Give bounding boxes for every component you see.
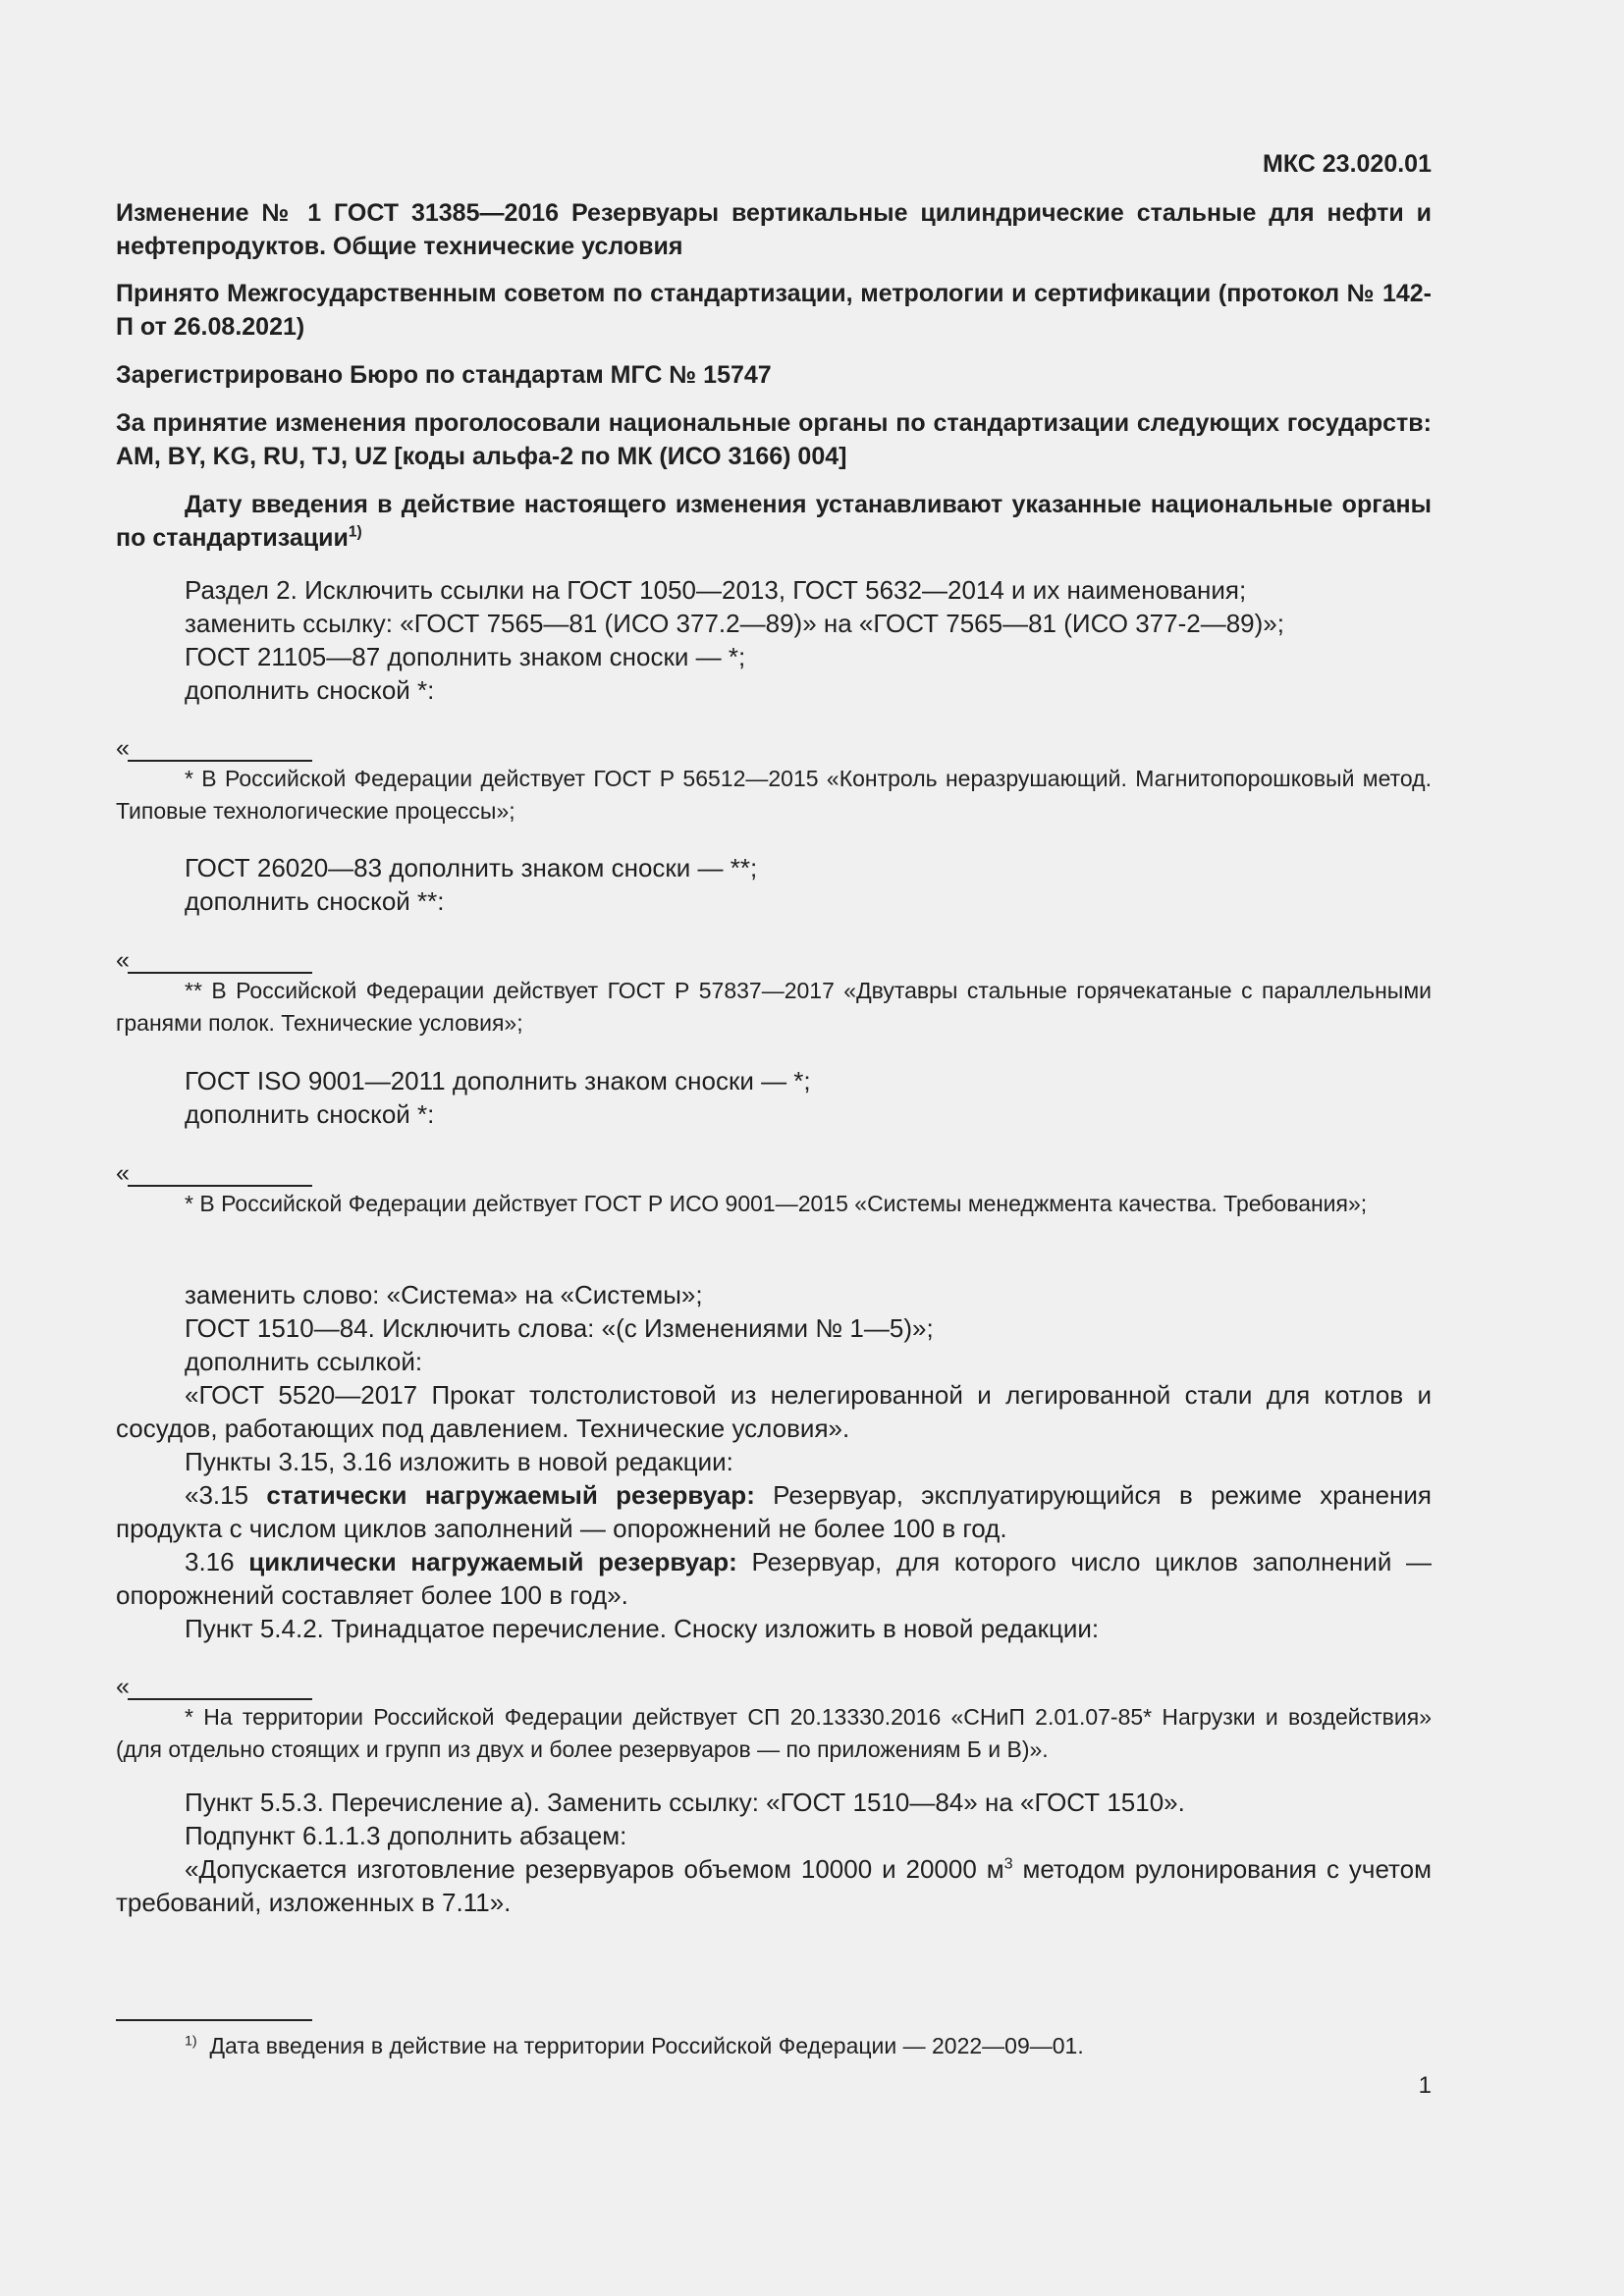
footnote-separator: « bbox=[116, 734, 312, 768]
footnote-rule bbox=[116, 2019, 312, 2021]
effective-footnote-ref: 1) bbox=[348, 523, 362, 541]
page-footnote-text: Дата введения в действие на территории Российской Федерации — 2022—09—01. bbox=[209, 2033, 1084, 2058]
footnote-separator: « bbox=[116, 946, 312, 980]
adopted-statement: Принято Межгосударственным советом по стандартизации, метрологии и сертификации (протокол № 142-П от 26.08.2021) bbox=[116, 280, 1432, 341]
effective-statement bbox=[116, 488, 1432, 555]
footnote-3: * В Российской Федерации действует ГОСТ Р ИСО 9001—2015 «Системы менеджмента качества. Требования»; bbox=[185, 1191, 1368, 1216]
effective-text: Дату введения в действие настоящего изменения устанавливают указанные национальные органы по стандартизации bbox=[116, 491, 1432, 552]
footnote-4: * На территории Российской Федерации действует СП 20.13330.2016 «СНиП 2.01.07-85* Нагрузки и воздействия» (для отдельно стоящих и групп из двух и более резервуаров — по приложениям Б и В)». bbox=[116, 1704, 1432, 1762]
block4-line6: Пункт 5.4.2. Тринадцатое перечисление. Сноску изложить в новой редакции: bbox=[185, 1614, 1100, 1643]
block5-paragraph: «Допускается изготовление резервуаров объемом 10000 и 20000 $м^3$ методом рулонирования с учетом требований, изложенных в 7.11». bbox=[116, 1854, 1433, 1917]
block5-line2: Подпункт 6.1.1.3 дополнить абзацем: bbox=[185, 1821, 627, 1850]
definition-3-16: 3.16 циклически нагружаемый резервуар: Резервуар, для которого число циклов заполнений — опорожнений составляет более 100 в год». bbox=[116, 1547, 1432, 1610]
footnote-separator: « bbox=[116, 1159, 312, 1193]
term-3-16: циклически нагружаемый резервуар: bbox=[248, 1547, 737, 1576]
block3-line2: дополнить сноской *: bbox=[185, 1099, 435, 1129]
block2-line1: ГОСТ 26020—83 дополнить знаком сноски — **; bbox=[185, 853, 758, 882]
footnote-separator: « bbox=[116, 1673, 312, 1706]
voted-statement: За принятие изменения проголосовали национальные органы по стандартизации следующих государств: AM, BY, KG, RU, TJ, UZ [коды альфа-2 по МК (ИСО 3166) 004] bbox=[116, 409, 1432, 470]
footnote-2: ** В Российской Федерации действует ГОСТ Р 57837—2017 «Двутавры стальные горячекатаные с параллельными гранями полок. Технические условия»; bbox=[116, 978, 1432, 1036]
section2-line1: Раздел 2. Исключить ссылки на ГОСТ 1050—2013, ГОСТ 5632—2014 и их наименования; bbox=[185, 575, 1247, 605]
page-footnote-mark: 1) bbox=[185, 2033, 197, 2050]
definition-3-15: «3.15 статически нагружаемый резервуар: Резервуар, эксплуатирующийся в режиме хранения продукта с числом циклов заполнений — опорожнений не более 100 в год. bbox=[116, 1480, 1432, 1543]
footnote-1: * В Российской Федерации действует ГОСТ Р 56512—2015 «Контроль неразрушающий. Магнитопорошковый метод. Типовые технологические процессы»; bbox=[116, 766, 1432, 824]
section2-line4: дополнить сноской *: bbox=[185, 675, 435, 705]
block4-line5: Пункты 3.15, 3.16 изложить в новой редакции: bbox=[185, 1447, 733, 1476]
block4-line3: дополнить ссылкой: bbox=[185, 1347, 423, 1376]
registered-statement: Зарегистрировано Бюро по стандартам МГС № 15747 bbox=[116, 361, 772, 389]
term-3-15: статически нагружаемый резервуар: bbox=[266, 1480, 755, 1510]
page-footnote bbox=[185, 2030, 1432, 2062]
block4-gost5520: «ГОСТ 5520—2017 Прокат толстолистовой из нелегированной и легированной стали для котлов и сосудов, работающих под давлением. Технические условия». bbox=[116, 1380, 1432, 1443]
section2-line3: ГОСТ 21105—87 дополнить знаком сноски — *; bbox=[185, 642, 746, 671]
block2-line2: дополнить сноской **: bbox=[185, 886, 445, 916]
page-number: 1 bbox=[1418, 2072, 1432, 2099]
block4-line1: заменить слово: «Система» на «Системы»; bbox=[185, 1280, 703, 1309]
block3-line1: ГОСТ ISO 9001—2011 дополнить знаком сноски — *; bbox=[185, 1066, 811, 1095]
block4-line2: ГОСТ 1510—84. Исключить слова: «(с Изменениями № 1—5)»; bbox=[185, 1313, 934, 1343]
section2-line2: заменить ссылку: «ГОСТ 7565—81 (ИСО 377.2—89)» на «ГОСТ 7565—81 (ИСО 377-2—89)»; bbox=[185, 609, 1284, 638]
mks-code: МКС 23.020.01 bbox=[1263, 150, 1432, 178]
block5-line1: Пункт 5.5.3. Перечисление а). Заменить ссылку: «ГОСТ 1510—84» на «ГОСТ 1510». bbox=[185, 1788, 1185, 1817]
document-title: Изменение № 1 ГОСТ 31385—2016 Резервуары вертикальные цилиндрические стальные для нефти и нефтепродуктов. Общие технические условия bbox=[116, 199, 1432, 260]
